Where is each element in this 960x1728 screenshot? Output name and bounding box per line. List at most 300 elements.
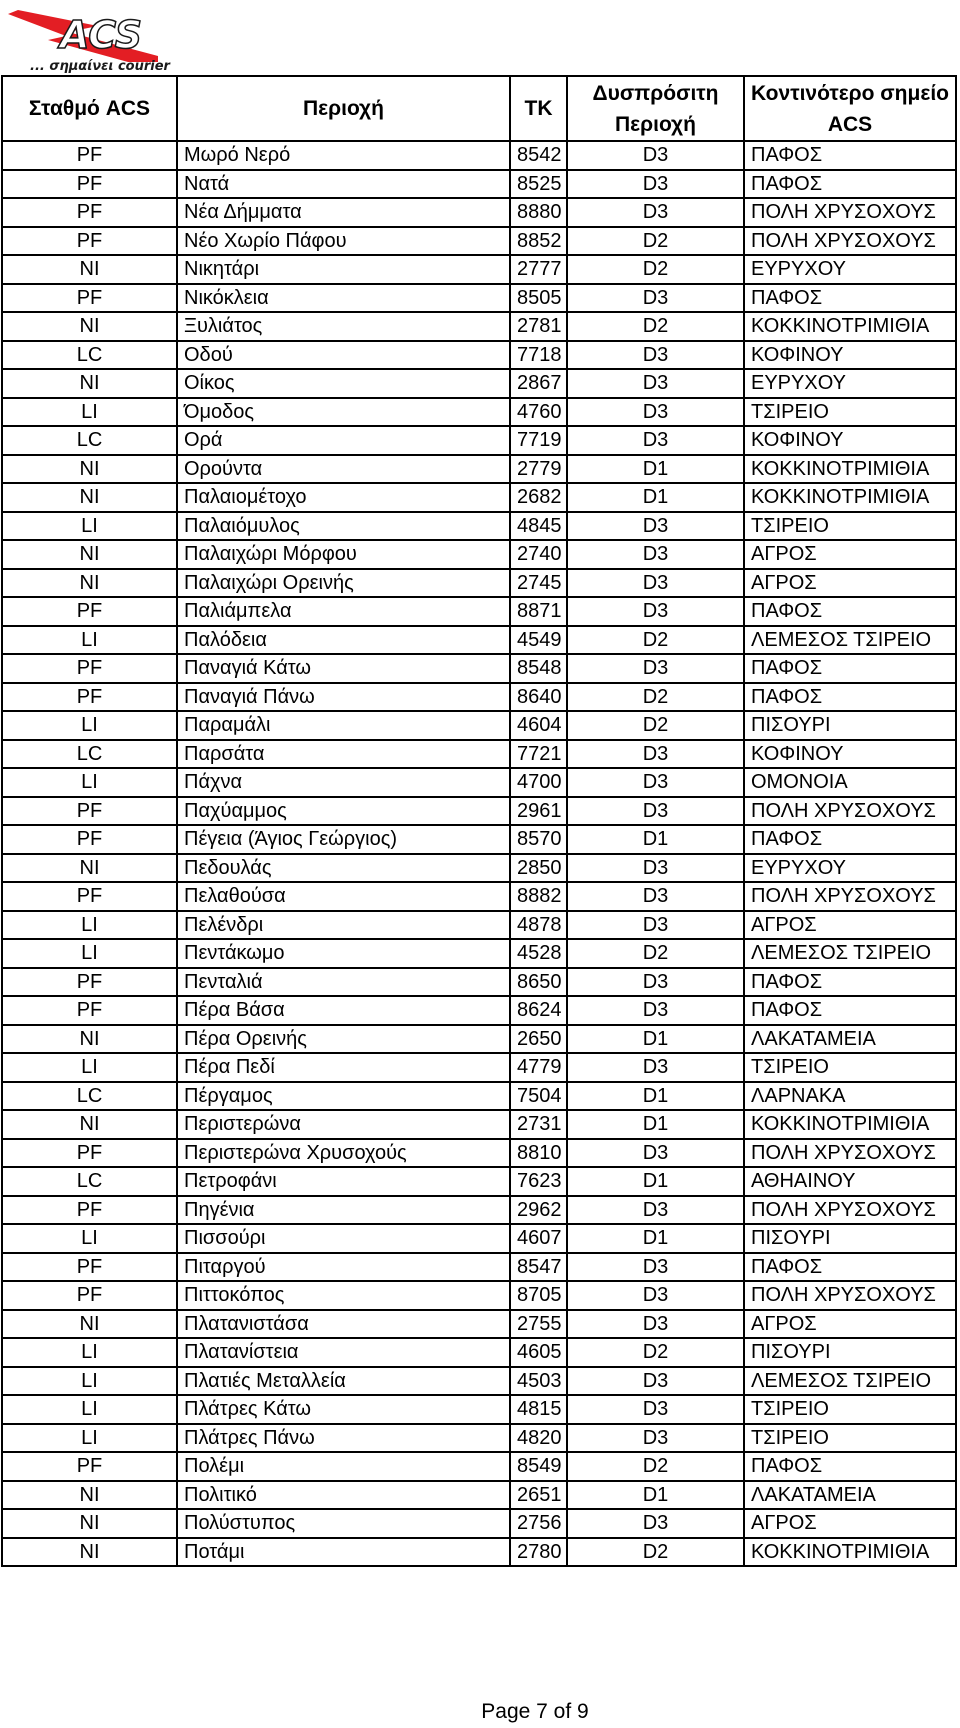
cell-area: Περιστερώνα Χρυσοχούς bbox=[177, 1139, 510, 1168]
table-row bbox=[2, 911, 956, 940]
table-row bbox=[2, 854, 956, 883]
table-row bbox=[2, 1538, 956, 1567]
cell-station: PF bbox=[2, 1253, 177, 1282]
cell-remote: D3 bbox=[567, 654, 744, 683]
header-remote-line2: Περιοχή bbox=[615, 112, 696, 136]
cell-remote: D1 bbox=[567, 1224, 744, 1253]
cell-area: Πάχνα bbox=[177, 768, 510, 797]
cell-nearest: ΠΟΛΗ ΧΡΥΣΟΧΟΥΣ bbox=[744, 882, 956, 911]
cell-nearest: ΕΥΡΥΧΟΥ bbox=[744, 255, 956, 284]
cell-remote: D3 bbox=[567, 854, 744, 883]
cell-tk: 2781 bbox=[510, 312, 567, 341]
cell-remote: D3 bbox=[567, 882, 744, 911]
cell-area: Όμοδος bbox=[177, 398, 510, 427]
cell-remote: D2 bbox=[567, 626, 744, 655]
table-row bbox=[2, 227, 956, 256]
table-row bbox=[2, 455, 956, 484]
cell-area: Πεδουλάς bbox=[177, 854, 510, 883]
table-row bbox=[2, 1281, 956, 1310]
cell-nearest: ΚΟΚΚΙΝΟΤΡΙΜΙΘΙΑ bbox=[744, 1538, 956, 1567]
cell-area: Παχύαμμος bbox=[177, 797, 510, 826]
table-row bbox=[2, 797, 956, 826]
cell-tk: 7504 bbox=[510, 1082, 567, 1111]
cell-area: Πελένδρι bbox=[177, 911, 510, 940]
cell-nearest: ΑΓΡΟΣ bbox=[744, 540, 956, 569]
table-row bbox=[2, 284, 956, 313]
cell-area: Πέρα Βάσα bbox=[177, 996, 510, 1025]
cell-area: Παρσάτα bbox=[177, 740, 510, 769]
header-nearest-line2: ACS bbox=[827, 112, 873, 136]
table-row bbox=[2, 740, 956, 769]
cell-station: NI bbox=[2, 1509, 177, 1538]
table-row bbox=[2, 1196, 956, 1225]
table-row bbox=[2, 512, 956, 541]
cell-tk: 8570 bbox=[510, 825, 567, 854]
cell-station: LI bbox=[2, 711, 177, 740]
cell-area: Παλόδεια bbox=[177, 626, 510, 655]
cell-area: Πλάτρες Πάνω bbox=[177, 1424, 510, 1453]
cell-station: PF bbox=[2, 882, 177, 911]
cell-tk: 8505 bbox=[510, 284, 567, 313]
table-row bbox=[2, 1367, 956, 1396]
cell-remote: D3 bbox=[567, 341, 744, 370]
cell-tk: 7718 bbox=[510, 341, 567, 370]
cell-station: LC bbox=[2, 740, 177, 769]
cell-station: PF bbox=[2, 968, 177, 997]
cell-nearest: ΠΟΛΗ ΧΡΥΣΟΧΟΥΣ bbox=[744, 1281, 956, 1310]
table-row bbox=[2, 1253, 956, 1282]
cell-tk: 2745 bbox=[510, 569, 567, 598]
table-row bbox=[2, 1509, 956, 1538]
cell-station: NI bbox=[2, 1538, 177, 1567]
cell-remote: D3 bbox=[567, 968, 744, 997]
table-row bbox=[2, 198, 956, 227]
cell-nearest: ΠΟΛΗ ΧΡΥΣΟΧΟΥΣ bbox=[744, 1139, 956, 1168]
cell-tk: 8871 bbox=[510, 597, 567, 626]
cell-tk: 4878 bbox=[510, 911, 567, 940]
cell-area: Οίκος bbox=[177, 369, 510, 398]
cell-nearest: ΠΙΣΟΥΡΙ bbox=[744, 1338, 956, 1367]
table-row bbox=[2, 1424, 956, 1453]
cell-area: Ορούντα bbox=[177, 455, 510, 484]
cell-area: Παλαιόμυλος bbox=[177, 512, 510, 541]
logo-tagline: ... σημαίνει courier bbox=[30, 59, 170, 74]
cell-tk: 2755 bbox=[510, 1310, 567, 1339]
cell-nearest: ΚΟΚΚΙΝΟΤΡΙΜΙΘΙΑ bbox=[744, 1110, 956, 1139]
cell-station: LC bbox=[2, 1082, 177, 1111]
header-station: Σταθμό ACS bbox=[2, 76, 177, 141]
cell-station: NI bbox=[2, 369, 177, 398]
table-row bbox=[2, 1167, 956, 1196]
table-body bbox=[2, 141, 956, 1566]
cell-nearest: ΛΑΚΑΤΑΜΕΙΑ bbox=[744, 1025, 956, 1054]
cell-nearest: ΚΟΦΙΝΟΥ bbox=[744, 341, 956, 370]
cell-nearest: ΛΕΜΕΣΟΣ ΤΣΙΡΕΙΟ bbox=[744, 626, 956, 655]
table-row bbox=[2, 968, 956, 997]
cell-remote: D2 bbox=[567, 227, 744, 256]
cell-area: Νικόκλεια bbox=[177, 284, 510, 313]
table-row bbox=[2, 768, 956, 797]
cell-station: PF bbox=[2, 825, 177, 854]
cell-tk: 4528 bbox=[510, 939, 567, 968]
cell-nearest: ΑΘΗΑΙΝΟΥ bbox=[744, 1167, 956, 1196]
table-row bbox=[2, 626, 956, 655]
cell-tk: 8705 bbox=[510, 1281, 567, 1310]
table-row bbox=[2, 312, 956, 341]
cell-station: NI bbox=[2, 483, 177, 512]
cell-remote: D1 bbox=[567, 455, 744, 484]
cell-station: PF bbox=[2, 198, 177, 227]
cell-area: Παναγιά Κάτω bbox=[177, 654, 510, 683]
cell-area: Περιστερώνα bbox=[177, 1110, 510, 1139]
cell-nearest: ΤΣΙΡΕΙΟ bbox=[744, 1424, 956, 1453]
cell-station: PF bbox=[2, 597, 177, 626]
cell-remote: D3 bbox=[567, 284, 744, 313]
cell-remote: D1 bbox=[567, 483, 744, 512]
cell-nearest: ΠΑΦΟΣ bbox=[744, 597, 956, 626]
cell-nearest: ΕΥΡΥΧΟΥ bbox=[744, 369, 956, 398]
cell-tk: 4700 bbox=[510, 768, 567, 797]
cell-nearest: ΠΟΛΗ ΧΡΥΣΟΧΟΥΣ bbox=[744, 797, 956, 826]
cell-station: NI bbox=[2, 569, 177, 598]
cell-tk: 7623 bbox=[510, 1167, 567, 1196]
cell-tk: 8548 bbox=[510, 654, 567, 683]
cell-tk: 4820 bbox=[510, 1424, 567, 1453]
cell-tk: 2961 bbox=[510, 797, 567, 826]
table-header-row bbox=[2, 76, 956, 141]
cell-area: Πλατανίστεια bbox=[177, 1338, 510, 1367]
cell-area: Πολέμι bbox=[177, 1452, 510, 1481]
cell-tk: 4760 bbox=[510, 398, 567, 427]
cell-area: Πιταργού bbox=[177, 1253, 510, 1282]
cell-remote: D2 bbox=[567, 1538, 744, 1567]
cell-remote: D2 bbox=[567, 1452, 744, 1481]
cell-tk: 4607 bbox=[510, 1224, 567, 1253]
cell-tk: 2682 bbox=[510, 483, 567, 512]
cell-remote: D3 bbox=[567, 170, 744, 199]
cell-tk: 4779 bbox=[510, 1053, 567, 1082]
cell-nearest: ΠΑΦΟΣ bbox=[744, 1253, 956, 1282]
cell-remote: D3 bbox=[567, 398, 744, 427]
table-row bbox=[2, 1025, 956, 1054]
header-nearest-line1: Κοντινότερο σημείο bbox=[751, 81, 949, 105]
cell-nearest: ΚΟΚΚΙΝΟΤΡΙΜΙΘΙΑ bbox=[744, 312, 956, 341]
cell-station: LI bbox=[2, 626, 177, 655]
cell-area: Παραμάλι bbox=[177, 711, 510, 740]
cell-tk: 8810 bbox=[510, 1139, 567, 1168]
cell-nearest: ΠΟΛΗ ΧΡΥΣΟΧΟΥΣ bbox=[744, 227, 956, 256]
cell-area: Πισσούρι bbox=[177, 1224, 510, 1253]
cell-nearest: ΤΣΙΡΕΙΟ bbox=[744, 1053, 956, 1082]
table-row bbox=[2, 1481, 956, 1510]
cell-remote: D3 bbox=[567, 911, 744, 940]
header-tk: ΤΚ bbox=[510, 76, 567, 141]
table-row bbox=[2, 1139, 956, 1168]
cell-area: Ορά bbox=[177, 426, 510, 455]
cell-tk: 2962 bbox=[510, 1196, 567, 1225]
cell-nearest: ΠΙΣΟΥΡΙ bbox=[744, 711, 956, 740]
cell-station: NI bbox=[2, 1025, 177, 1054]
cell-tk: 7719 bbox=[510, 426, 567, 455]
cell-station: LI bbox=[2, 1367, 177, 1396]
cell-nearest: ΑΓΡΟΣ bbox=[744, 911, 956, 940]
cell-tk: 8650 bbox=[510, 968, 567, 997]
cell-area: Ποτάμι bbox=[177, 1538, 510, 1567]
table-row bbox=[2, 255, 956, 284]
cell-tk: 2780 bbox=[510, 1538, 567, 1567]
cell-station: NI bbox=[2, 1110, 177, 1139]
cell-station: LI bbox=[2, 398, 177, 427]
cell-tk: 2731 bbox=[510, 1110, 567, 1139]
cell-tk: 4605 bbox=[510, 1338, 567, 1367]
cell-tk: 4503 bbox=[510, 1367, 567, 1396]
cell-station: PF bbox=[2, 996, 177, 1025]
cell-remote: D1 bbox=[567, 1110, 744, 1139]
cell-nearest: ΛΑΡΝΑΚΑ bbox=[744, 1082, 956, 1111]
cell-nearest: ΟΜΟΝΟΙΑ bbox=[744, 768, 956, 797]
cell-area: Πέρα Ορεινής bbox=[177, 1025, 510, 1054]
cell-nearest: ΠΟΛΗ ΧΡΥΣΟΧΟΥΣ bbox=[744, 198, 956, 227]
cell-station: PF bbox=[2, 1452, 177, 1481]
cell-station: PF bbox=[2, 797, 177, 826]
cell-station: PF bbox=[2, 1281, 177, 1310]
table-row bbox=[2, 996, 956, 1025]
cell-nearest: ΚΟΦΙΝΟΥ bbox=[744, 426, 956, 455]
cell-remote: D3 bbox=[567, 141, 744, 170]
cell-tk: 8882 bbox=[510, 882, 567, 911]
cell-station: PF bbox=[2, 141, 177, 170]
cell-area: Πηγένια bbox=[177, 1196, 510, 1225]
cell-area: Πολιτικό bbox=[177, 1481, 510, 1510]
cell-remote: D2 bbox=[567, 683, 744, 712]
cell-tk: 8547 bbox=[510, 1253, 567, 1282]
cell-remote: D3 bbox=[567, 512, 744, 541]
cell-nearest: ΠΑΦΟΣ bbox=[744, 1452, 956, 1481]
cell-tk: 4815 bbox=[510, 1395, 567, 1424]
cell-remote: D1 bbox=[567, 1082, 744, 1111]
cell-remote: D3 bbox=[567, 198, 744, 227]
cell-area: Νατά bbox=[177, 170, 510, 199]
cell-remote: D1 bbox=[567, 1481, 744, 1510]
cell-nearest: ΠΑΦΟΣ bbox=[744, 996, 956, 1025]
cell-area: Πενταλιά bbox=[177, 968, 510, 997]
cell-station: LI bbox=[2, 768, 177, 797]
cell-area: Παλαιχώρι Μόρφου bbox=[177, 540, 510, 569]
table-row bbox=[2, 569, 956, 598]
cell-station: LI bbox=[2, 1338, 177, 1367]
cell-tk: 2756 bbox=[510, 1509, 567, 1538]
cell-area: Οδού bbox=[177, 341, 510, 370]
cell-nearest: ΛΕΜΕΣΟΣ ΤΣΙΡΕΙΟ bbox=[744, 939, 956, 968]
cell-station: LI bbox=[2, 1224, 177, 1253]
cell-tk: 8880 bbox=[510, 198, 567, 227]
cell-tk: 2651 bbox=[510, 1481, 567, 1510]
cell-nearest: ΠΙΣΟΥΡΙ bbox=[744, 1224, 956, 1253]
cell-nearest: ΤΣΙΡΕΙΟ bbox=[744, 1395, 956, 1424]
cell-remote: D3 bbox=[567, 597, 744, 626]
table-row bbox=[2, 1310, 956, 1339]
cell-area: Μωρό Νερό bbox=[177, 141, 510, 170]
table-row bbox=[2, 141, 956, 170]
cell-nearest: ΠΑΦΟΣ bbox=[744, 654, 956, 683]
cell-remote: D1 bbox=[567, 1167, 744, 1196]
cell-nearest: ΑΓΡΟΣ bbox=[744, 1310, 956, 1339]
table-row bbox=[2, 483, 956, 512]
cell-remote: D3 bbox=[567, 797, 744, 826]
table-row bbox=[2, 1053, 956, 1082]
table-row bbox=[2, 1338, 956, 1367]
cell-remote: D1 bbox=[567, 1025, 744, 1054]
table-row bbox=[2, 1110, 956, 1139]
cell-remote: D3 bbox=[567, 1395, 744, 1424]
cell-tk: 4549 bbox=[510, 626, 567, 655]
header-nearest-point bbox=[744, 76, 956, 141]
cell-nearest: ΠΑΦΟΣ bbox=[744, 284, 956, 313]
table-row bbox=[2, 882, 956, 911]
cell-remote: D2 bbox=[567, 312, 744, 341]
cell-nearest: ΤΣΙΡΕΙΟ bbox=[744, 512, 956, 541]
table-row bbox=[2, 398, 956, 427]
cell-area: Νέα Δήμματα bbox=[177, 198, 510, 227]
cell-tk: 8525 bbox=[510, 170, 567, 199]
cell-station: NI bbox=[2, 540, 177, 569]
cell-remote: D3 bbox=[567, 996, 744, 1025]
cell-tk: 8640 bbox=[510, 683, 567, 712]
cell-nearest: ΠΑΦΟΣ bbox=[744, 968, 956, 997]
stations-table-container bbox=[0, 75, 960, 1567]
table-row bbox=[2, 341, 956, 370]
logo-brand: ACS bbox=[60, 13, 143, 57]
cell-area: Πεντάκωμο bbox=[177, 939, 510, 968]
cell-remote: D3 bbox=[567, 1253, 744, 1282]
cell-area: Ξυλιάτος bbox=[177, 312, 510, 341]
cell-remote: D3 bbox=[567, 1196, 744, 1225]
cell-station: NI bbox=[2, 255, 177, 284]
cell-station: PF bbox=[2, 227, 177, 256]
cell-tk: 2867 bbox=[510, 369, 567, 398]
cell-station: PF bbox=[2, 170, 177, 199]
table-row bbox=[2, 540, 956, 569]
cell-tk: 4604 bbox=[510, 711, 567, 740]
cell-area: Παλαιομέτοχο bbox=[177, 483, 510, 512]
cell-station: NI bbox=[2, 854, 177, 883]
cell-remote: D3 bbox=[567, 740, 744, 769]
cell-station: NI bbox=[2, 455, 177, 484]
cell-station: NI bbox=[2, 1481, 177, 1510]
table-row bbox=[2, 654, 956, 683]
cell-station: LC bbox=[2, 341, 177, 370]
cell-station: LI bbox=[2, 1053, 177, 1082]
cell-nearest: ΠΑΦΟΣ bbox=[744, 825, 956, 854]
cell-tk: 2850 bbox=[510, 854, 567, 883]
cell-remote: D2 bbox=[567, 255, 744, 284]
cell-station: LI bbox=[2, 1395, 177, 1424]
table-row bbox=[2, 170, 956, 199]
cell-nearest: ΚΟΦΙΝΟΥ bbox=[744, 740, 956, 769]
table-row bbox=[2, 1082, 956, 1111]
cell-nearest: ΕΥΡΥΧΟΥ bbox=[744, 854, 956, 883]
cell-station: PF bbox=[2, 284, 177, 313]
cell-remote: D3 bbox=[567, 1310, 744, 1339]
cell-remote: D3 bbox=[567, 569, 744, 598]
cell-station: LI bbox=[2, 911, 177, 940]
cell-area: Πέγεια (Άγιος Γεώργιος) bbox=[177, 825, 510, 854]
cell-station: PF bbox=[2, 683, 177, 712]
table-row bbox=[2, 683, 956, 712]
cell-remote: D3 bbox=[567, 1281, 744, 1310]
cell-nearest: ΚΟΚΚΙΝΟΤΡΙΜΙΘΙΑ bbox=[744, 455, 956, 484]
cell-station: NI bbox=[2, 1310, 177, 1339]
cell-area: Πολύστυπος bbox=[177, 1509, 510, 1538]
table-row bbox=[2, 1395, 956, 1424]
cell-tk: 8542 bbox=[510, 141, 567, 170]
cell-remote: D3 bbox=[567, 1424, 744, 1453]
header-area: Περιοχή bbox=[177, 76, 510, 141]
acs-logo bbox=[8, 8, 176, 74]
cell-remote: D3 bbox=[567, 1053, 744, 1082]
cell-remote: D2 bbox=[567, 711, 744, 740]
cell-remote: D3 bbox=[567, 369, 744, 398]
cell-nearest: ΠΑΦΟΣ bbox=[744, 683, 956, 712]
header-remote-area bbox=[567, 76, 744, 141]
cell-nearest: ΤΣΙΡΕΙΟ bbox=[744, 398, 956, 427]
cell-area: Πελαθούσα bbox=[177, 882, 510, 911]
cell-station: LI bbox=[2, 512, 177, 541]
cell-tk: 2777 bbox=[510, 255, 567, 284]
page-number: Page 7 of 9 bbox=[481, 1700, 589, 1723]
cell-remote: D2 bbox=[567, 939, 744, 968]
stations-table bbox=[1, 75, 957, 1567]
cell-nearest: ΠΑΦΟΣ bbox=[744, 170, 956, 199]
table-row bbox=[2, 711, 956, 740]
cell-station: PF bbox=[2, 1196, 177, 1225]
cell-nearest: ΛΕΜΕΣΟΣ ΤΣΙΡΕΙΟ bbox=[744, 1367, 956, 1396]
cell-remote: D3 bbox=[567, 426, 744, 455]
cell-remote: D3 bbox=[567, 1509, 744, 1538]
cell-area: Πλάτρες Κάτω bbox=[177, 1395, 510, 1424]
table-row bbox=[2, 426, 956, 455]
cell-area: Νικητάρι bbox=[177, 255, 510, 284]
cell-nearest: ΠΑΦΟΣ bbox=[744, 141, 956, 170]
cell-remote: D3 bbox=[567, 540, 744, 569]
cell-area: Πλατανιστάσα bbox=[177, 1310, 510, 1339]
cell-area: Πέργαμος bbox=[177, 1082, 510, 1111]
cell-nearest: ΑΓΡΟΣ bbox=[744, 569, 956, 598]
cell-station: LI bbox=[2, 939, 177, 968]
table-row bbox=[2, 369, 956, 398]
cell-area: Πιττοκόπος bbox=[177, 1281, 510, 1310]
table-row bbox=[2, 825, 956, 854]
cell-tk: 7721 bbox=[510, 740, 567, 769]
cell-remote: D2 bbox=[567, 1338, 744, 1367]
cell-station: LC bbox=[2, 1167, 177, 1196]
cell-tk: 2650 bbox=[510, 1025, 567, 1054]
cell-tk: 4845 bbox=[510, 512, 567, 541]
cell-station: LC bbox=[2, 426, 177, 455]
cell-tk: 2740 bbox=[510, 540, 567, 569]
cell-tk: 8852 bbox=[510, 227, 567, 256]
table-row bbox=[2, 1224, 956, 1253]
cell-remote: D3 bbox=[567, 1139, 744, 1168]
cell-nearest: ΑΓΡΟΣ bbox=[744, 1509, 956, 1538]
header-remote-line1: Δυσπρόσιτη bbox=[592, 81, 719, 105]
cell-remote: D1 bbox=[567, 825, 744, 854]
cell-area: Πέρα Πεδί bbox=[177, 1053, 510, 1082]
cell-remote: D3 bbox=[567, 768, 744, 797]
cell-station: LI bbox=[2, 1424, 177, 1453]
cell-station: NI bbox=[2, 312, 177, 341]
cell-area: Παναγιά Πάνω bbox=[177, 683, 510, 712]
